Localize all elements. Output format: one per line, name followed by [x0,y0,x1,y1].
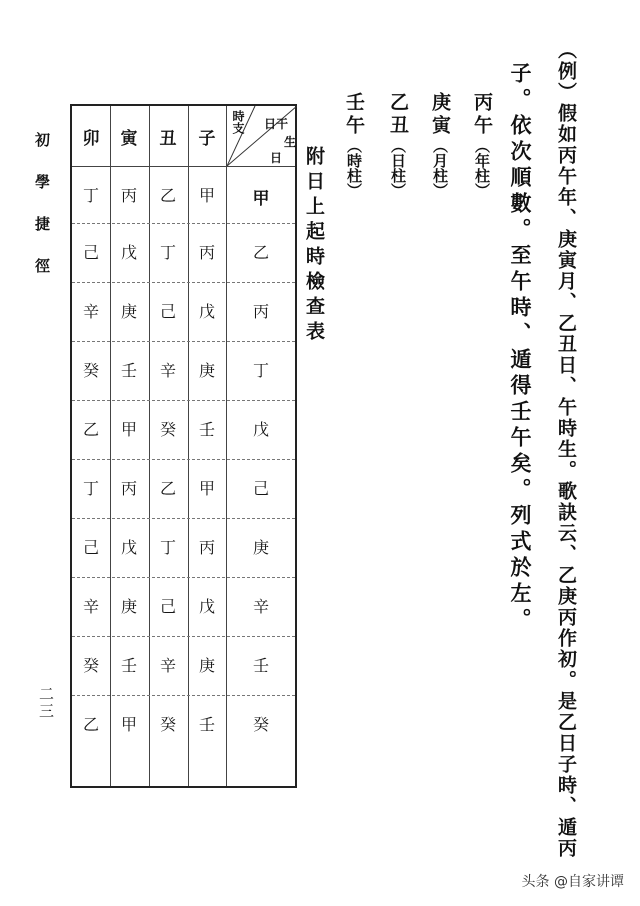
pillar-month-note: （月柱） [431,138,449,198]
body-text-column-1: （例）假如丙午年、庚寅月、乙丑日、午時生。歌訣云、乙庚丙作初。是乙日子時、遁丙 [555,40,577,859]
pillar-day-stem-branch: 乙丑 [387,92,409,138]
pillar-month-stem-branch: 庚寅 [429,92,451,138]
table-cell: 甲 [198,479,215,498]
table-cell: 戊 [120,243,137,262]
table-cell: 壬 [252,656,269,675]
table-cell: 癸 [82,361,99,380]
table-cell: 戊 [198,302,215,321]
header-branch-zi: 子 [198,128,216,149]
page-number: 二三 [37,686,55,720]
pillar-hour-stem-branch: 壬午 [343,92,365,138]
table-cell: 辛 [82,302,99,321]
table-cell: 己 [159,302,176,321]
table-cell: 辛 [159,656,176,675]
table-cell: 庚 [198,656,215,675]
corner-label-day-stem: 日干 [264,117,289,131]
table-cell: 壬 [120,656,137,675]
table-cell: 戊 [198,597,215,616]
header-branch-mao: 卯 [82,128,100,149]
pillar-year-stem-branch: 丙午 [471,92,493,138]
table-cell: 癸 [159,420,176,439]
table-cell: 丁 [82,479,99,498]
table-cell: 甲 [120,715,137,734]
corner-label-extra: 日 [270,151,283,165]
table-title: 附日上起時檢查表 [303,146,325,346]
table-cell: 丁 [82,186,99,205]
pillar-hour [344,92,363,198]
book-title: 初學捷徑 [33,132,51,300]
table-cell: 癸 [252,715,269,734]
table-cell: 庚 [120,597,137,616]
table-cell: 丙 [252,302,269,321]
pillar-day [388,92,407,198]
table-cell: 乙 [82,420,99,439]
table-cell: 丙 [120,186,137,205]
table-cell: 己 [159,597,176,616]
table-cell: 丁 [159,243,176,262]
table-cell: 辛 [252,597,269,616]
table-cell: 乙 [159,186,176,205]
table-cell: 己 [252,479,269,498]
watermark-label: 头条 @自家讲谭 [518,870,628,892]
table-cell: 甲 [198,186,215,205]
table-cell: 乙 [82,715,99,734]
body-text-column-2: 子。依次順數。至午時、遁得壬午矣。列式於左。 [508,62,533,634]
table-cell: 丁 [252,361,269,380]
table-cell: 乙 [252,243,269,262]
table-cell: 辛 [82,597,99,616]
table-cell: 癸 [159,715,176,734]
header-branch-chou: 丑 [159,128,177,149]
pillar-month [430,92,449,198]
table-cell: 癸 [82,656,99,675]
table-cell: 丙 [120,479,137,498]
day-time-lookup-table [70,104,297,788]
table-cell: 庚 [120,302,137,321]
header-day-stem-jia: 甲 [252,188,270,209]
table-cell: 辛 [159,361,176,380]
table-cell: 己 [82,538,99,557]
table-cell: 甲 [120,420,137,439]
pillar-day-note: （日柱） [389,138,407,198]
table-cell: 戊 [252,420,269,439]
pillar-year-note: （年柱） [473,138,491,198]
table-cell: 丁 [159,538,176,557]
table-cell: 庚 [198,361,215,380]
table-cell: 丙 [198,538,215,557]
table-cell: 庚 [252,538,269,557]
table-cell: 丙 [198,243,215,262]
pillar-hour-note: （時柱） [345,138,363,198]
corner-label-symbol: 生 [284,135,297,149]
pillar-year [472,92,491,198]
table-cell: 壬 [120,361,137,380]
table-cell: 壬 [198,420,215,439]
header-branch-yin: 寅 [120,128,138,149]
table-cell: 戊 [120,538,137,557]
corner-label-time-branch: 時支 [231,110,245,134]
table-cell: 己 [82,243,99,262]
table-cell: 乙 [159,479,176,498]
table-cell: 壬 [198,715,215,734]
